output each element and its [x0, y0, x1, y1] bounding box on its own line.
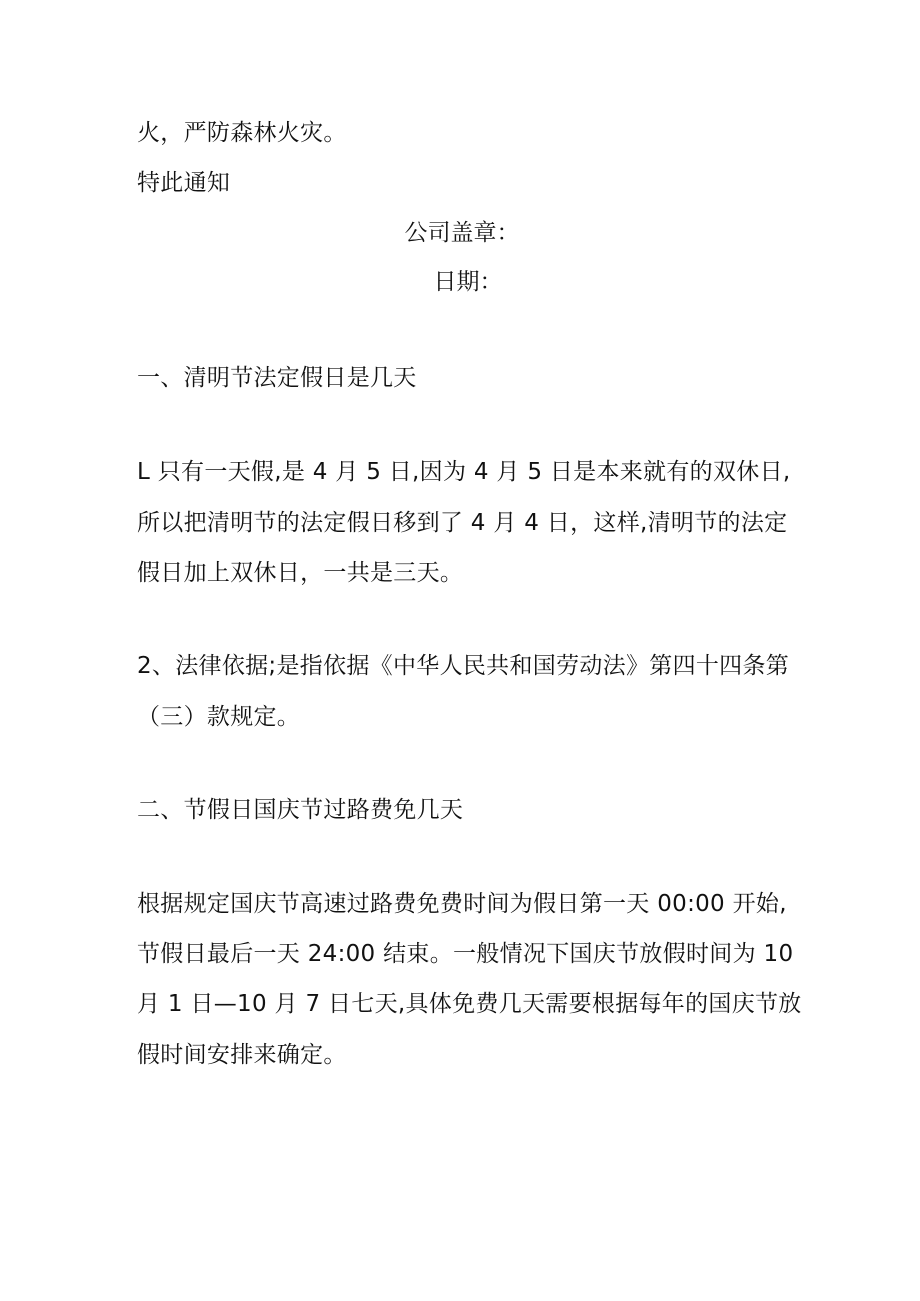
section2-para-line: 根据规定国庆节高速过路费免费时间为假日第一天 00:00 开始,	[137, 891, 787, 917]
intro-tail-text: 火，严防森林火灾。	[137, 120, 347, 146]
section1-para1-line: 所以把清明节的法定假日移到了 4 月 4 日，这样,清明节的法定	[137, 510, 788, 536]
section2-para-line: 假时间安排来确定。	[137, 1042, 347, 1068]
section2-para-line: 月 1 日—10 月 7 日七天,具体免费几天需要根据每年的国庆节放	[137, 991, 802, 1017]
date-label: 日期：	[433, 269, 503, 295]
section2-para-line: 节假日最后一天 24:00 结束。一般情况下国庆节放假时间为 10	[137, 941, 794, 967]
seal-label: 公司盖章：	[404, 220, 520, 246]
section1-para2-line: 2、法律依据;是指依据《中华人民共和国劳动法》第四十四条第	[137, 653, 790, 679]
closing-text: 特此通知	[137, 170, 231, 196]
section1-para2-line: （三）款规定。	[137, 704, 301, 730]
section2-heading: 二、节假日国庆节过路费免几天	[137, 797, 464, 823]
section1-heading: 一、清明节法定假日是几天	[137, 365, 417, 391]
section1-para1-line: L 只有一天假,是 4 月 5 日,因为 4 月 5 日是本来就有的双休日,	[137, 459, 791, 485]
section1-para1-line: 假日加上双休日，一共是三天。	[137, 560, 464, 586]
